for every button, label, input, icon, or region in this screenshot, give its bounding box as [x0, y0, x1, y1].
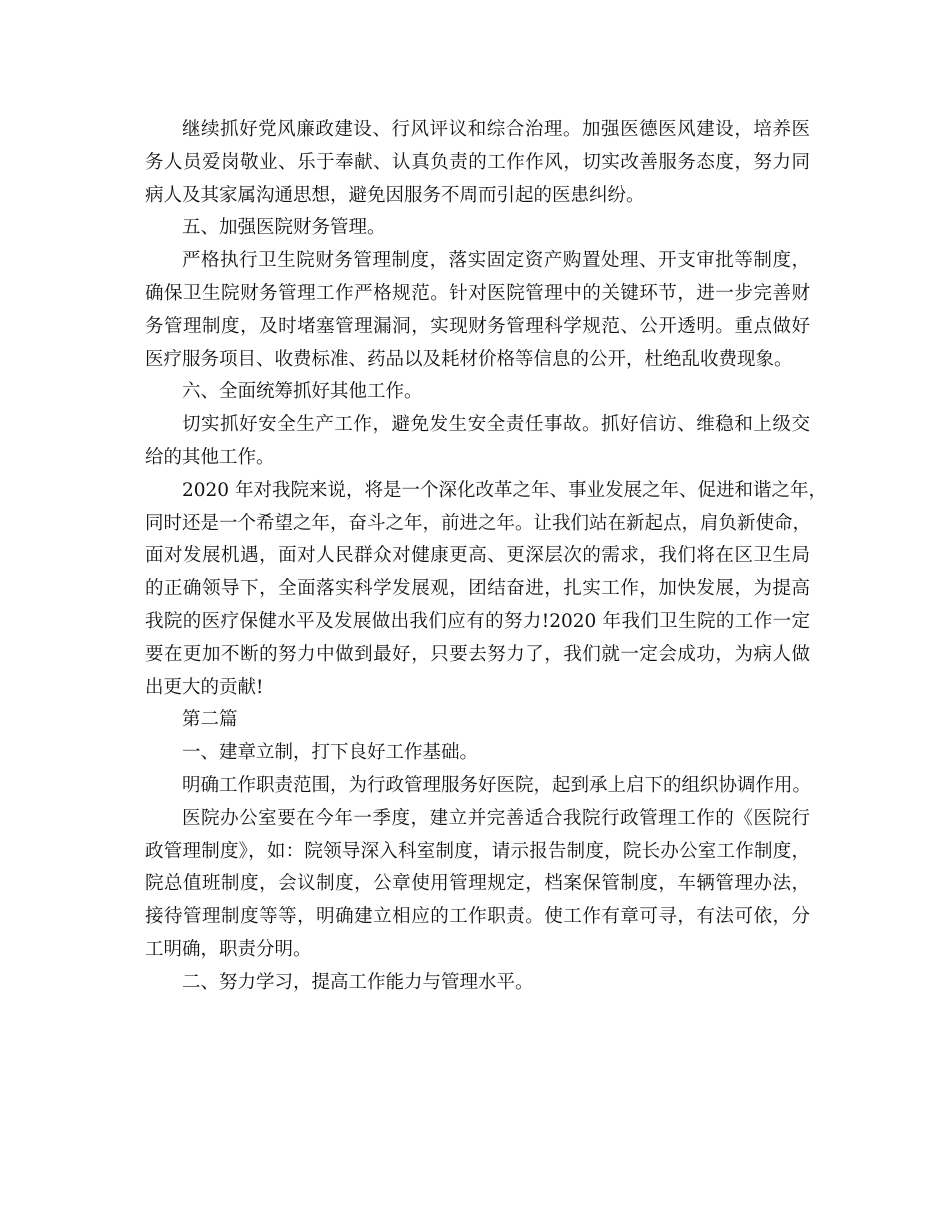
text-line: 政管理制度》，如：院领导深入科室制度，请示报告制度，院长办公室工作制度，	[145, 840, 810, 862]
text-line: 确保卫生院财务管理工作严格规范。针对医院管理中的关键环节，进一步完善财	[145, 282, 810, 304]
text-line: 严格执行卫生院财务管理制度，落实固定资产购置处理、开支审批等制度，	[182, 250, 810, 272]
text-line: 工明确，职责分明。	[145, 938, 312, 960]
text-line: 继续抓好党风廉政建设、行风评议和综合治理。加强医德医风建设，培养医	[182, 119, 810, 140]
text-line: 面对发展机遇，面对人民群众对健康更高、更深层次的需求，我们将在区卫生局	[145, 545, 810, 567]
text-line: 一、建章立制，打下良好工作基础。	[182, 742, 479, 764]
text-line: 五、加强医院财务管理。	[182, 217, 386, 239]
text-line: 院总值班制度，会议制度，公章使用管理规定，档案保管制度，车辆管理办法，	[145, 873, 810, 895]
text-line: 务管理制度，及时堵塞管理漏洞，实现财务管理科学规范、公开透明。重点做好	[145, 315, 810, 337]
text-line: 要在更加不断的努力中做到最好，只要去努力了，我们就一定会成功，为病人做	[145, 643, 810, 665]
text-line: 给的其他工作。	[145, 446, 275, 468]
text-line: 务人员爱岗敬业、乐于奉献、认真负责的工作作风，切实改善服务态度，努力同	[145, 151, 810, 173]
text-line: 病人及其家属沟通思想，避免因服务不周而引起的医患纠纷。	[145, 184, 645, 206]
text-line: 第二篇	[182, 709, 238, 731]
text-line: 出更大的贡献!	[145, 676, 264, 698]
text-line: 医疗服务项目、收费标准、药品以及耗材价格等信息的公开，杜绝乱收费现象。	[145, 348, 793, 370]
text-line: 2020 年对我院来说，将是一个深化改革之年、事业发展之年、促进和谐之年，	[182, 479, 827, 501]
document-body	[145, 114, 827, 1000]
text-line: 同时还是一个希望之年，奋斗之年，前进之年。让我们站在新起点，肩负新使命，	[145, 512, 812, 534]
text-line: 接待管理制度等等，明确建立相应的工作职责。使工作有章可寻，有法可依，分	[145, 906, 810, 928]
text-line: 我院的医疗保健水平及发展做出我们应有的努力!2020 年我们卫生院的工作一定	[145, 610, 810, 632]
text-line: 切实抓好安全生产工作，避免发生安全责任事故。抓好信访、维稳和上级交	[182, 414, 810, 436]
text-line: 二、努力学习，提高工作能力与管理水平。	[182, 971, 534, 993]
text-line: 六、全面统筹抓好其他工作。	[182, 381, 423, 403]
text-line: 明确工作职责范围，为行政管理服务好医院，起到承上启下的组织协调作用。	[182, 774, 812, 796]
text-line: 的正确领导下，全面落实科学发展观，团结奋进，扎实工作，加快发展，为提高	[145, 578, 810, 600]
text-line: 医院办公室要在今年一季度，建立并完善适合我院行政管理工作的《医院行	[182, 807, 810, 829]
